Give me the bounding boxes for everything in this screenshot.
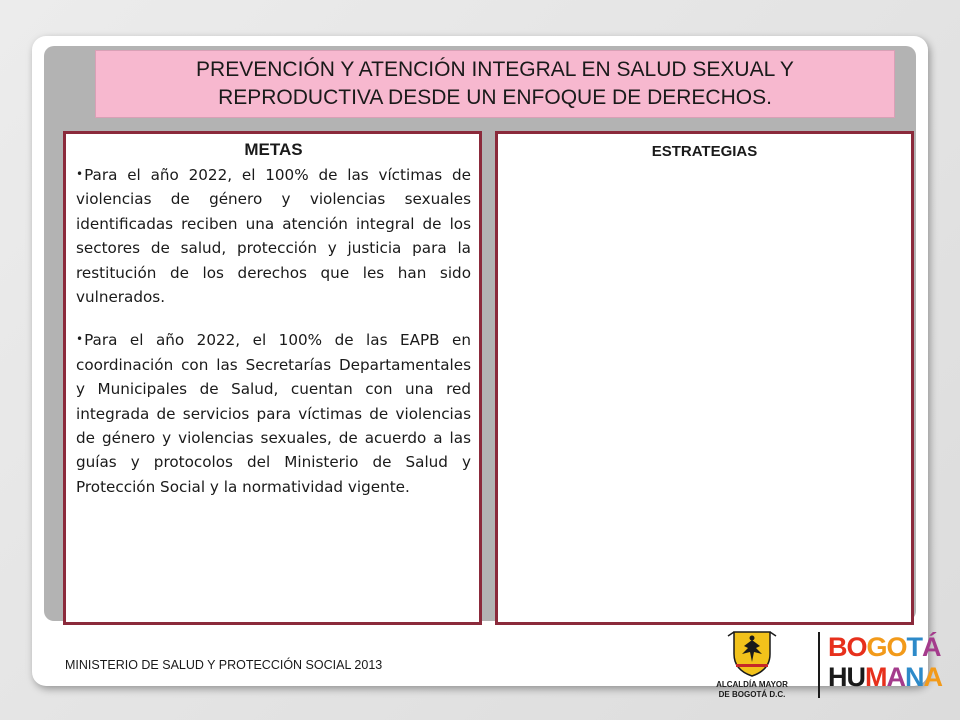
bullet-icon: • (76, 332, 84, 347)
metas-item (76, 162, 471, 309)
alcaldia-caption-line1: ALCALDÍA MAYOR (716, 680, 788, 689)
slide-title-text: PREVENCIÓN Y ATENCIÓN INTEGRAL EN SALUD SEXUAL Y REPRODUCTIVA DESDE UN ENFOQUE DE DERECHOS. (196, 58, 794, 109)
bogota-humana-logo (828, 632, 942, 692)
metas-item-text: Para el año 2022, el 100% de las EAPB en coordinación con las Secretarías Departamentales y Municipales de Salud, cuentan con una red integrada de servicios para víctimas de violencias de género y violencias sexuales, de acuerdo a las guías y protocolos del Ministerio de Salud y Protección Social y la normatividad vigente. (76, 331, 471, 496)
metas-item (76, 327, 471, 499)
bullet-icon: • (76, 167, 84, 181)
bogota-humana-line2: HUMANA (828, 662, 942, 692)
estrategias-heading: ESTRATEGIAS (651, 143, 758, 160)
alcaldia-caption (700, 680, 804, 699)
metas-column (63, 131, 482, 625)
logo-divider (818, 632, 820, 698)
footer-ministry-text: MINISTERIO DE SALUD Y PROTECCIÓN SOCIAL 2013 (65, 658, 383, 672)
slide-title (95, 50, 895, 118)
bogota-humana-line1: BOGOTÁ (828, 632, 941, 662)
bogota-coat-of-arms-icon (722, 628, 782, 678)
alcaldia-caption-line2: DE BOGOTÁ D.C. (718, 689, 786, 699)
metas-item-text: Para el año 2022, el 100% de las víctimas de violencias de género y violencias sexuales identificadas reciben una atención integral de los sectores de salud, protección y justicia para la restitución de los derechos que les han sido vulnerados. (76, 166, 471, 307)
metas-heading: METAS (244, 140, 303, 159)
estrategias-column (495, 131, 914, 625)
